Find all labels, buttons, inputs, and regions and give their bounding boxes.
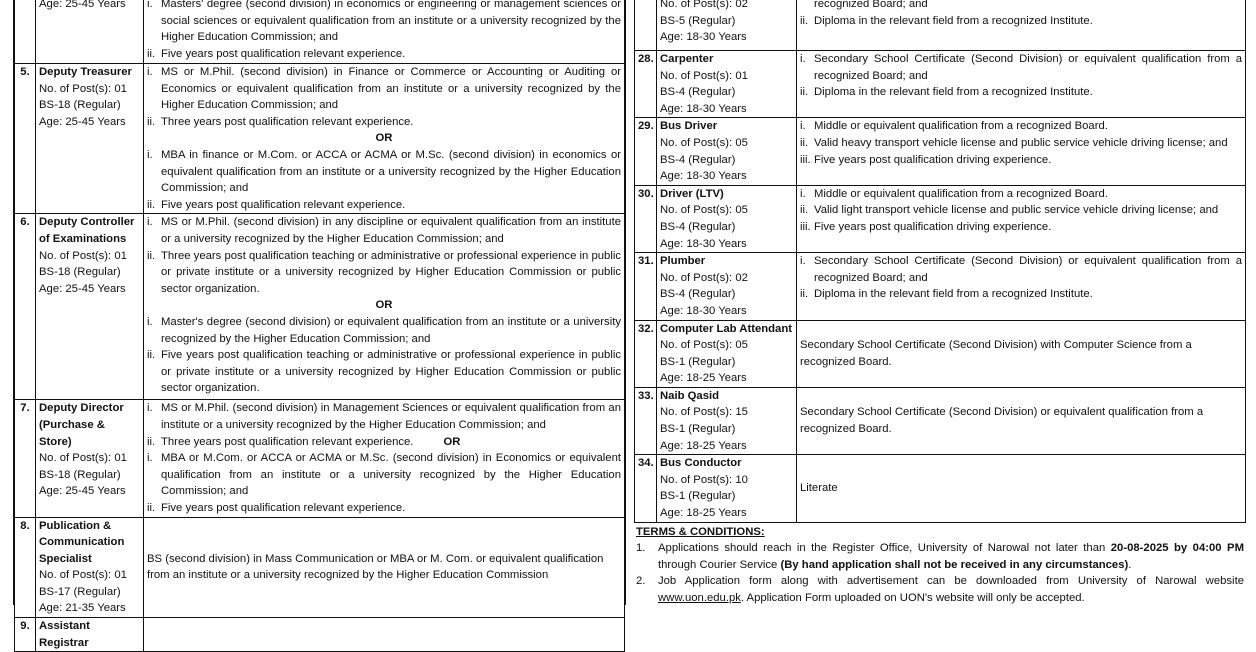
post-info-line: Age: 18-30 Years (660, 304, 747, 317)
post-info-line: No. of Post(s): 05 (660, 136, 748, 149)
post-details (36, 64, 144, 214)
right-post-row (635, 253, 1246, 320)
post-details (36, 0, 144, 64)
requirement-item (800, 84, 1242, 101)
post-info-line: Age: 18-25 Years (660, 372, 747, 385)
post-info-line: No. of Post(s): 02 (660, 271, 748, 284)
right-post-row (635, 0, 1246, 51)
right-posts-table (634, 0, 1246, 523)
left-post-row (15, 517, 625, 618)
requirement-text: Five years post qualification driving experience. (814, 220, 1052, 233)
term-text (658, 573, 1244, 606)
requirement-label: i. (147, 315, 153, 328)
requirement-item (800, 152, 1242, 169)
requirement-text: Three years post qualification relevant experience. (161, 115, 414, 128)
post-title: Publication & Communication Specialist (39, 519, 125, 565)
requirement-label: i. (800, 120, 806, 133)
requirement-item (800, 118, 1242, 135)
post-details (657, 455, 797, 522)
post-info-line: Age: 21-35 Years (39, 602, 126, 615)
post-number: 8. (15, 517, 36, 618)
requirement-item (800, 253, 1242, 286)
post-number: 7. (15, 400, 36, 517)
post-details (657, 51, 797, 118)
requirement-item (147, 197, 621, 214)
post-number: 30. (635, 185, 657, 252)
requirement-text: BS (second division) in Mass Communication or MBA or M. Com. or equivalent qualification from an institute or a university recognized by the Higher Education Commission (147, 552, 604, 582)
post-details (657, 0, 797, 51)
requirement-item (800, 186, 1242, 203)
term-number: 1. (636, 542, 646, 555)
post-number (635, 0, 657, 51)
requirement-item (147, 214, 621, 247)
post-info-line: No. of Post(s): 01 (39, 82, 127, 95)
requirement-item (800, 51, 1242, 84)
left-post-row (15, 400, 625, 517)
requirement-label: i. (147, 148, 153, 161)
requirement-label: i. (147, 0, 153, 10)
right-column (634, 0, 1246, 605)
post-requirements (144, 517, 625, 618)
post-info-line: Age: 18-30 Years (660, 237, 747, 250)
requirement-item (147, 64, 621, 114)
requirement-item (147, 46, 621, 63)
requirement-label: ii. (147, 435, 156, 448)
post-requirements (797, 118, 1246, 185)
post-info-line: Age: 18-30 Years (660, 31, 747, 44)
post-requirements (797, 253, 1246, 320)
right-post-row (635, 185, 1246, 252)
requirement-item (800, 286, 1242, 303)
term-fragment: Applications should reach in the Register Office, University of Narowal not later than (658, 542, 1111, 555)
post-number: 6. (15, 214, 36, 400)
post-info-line: BS-1 (Regular) (660, 355, 736, 368)
requirement-text: Five years post qualification relevant experience. (161, 501, 406, 514)
term-number: 2. (636, 575, 646, 588)
requirement-label: i. (147, 402, 153, 415)
or-separator: OR (375, 299, 393, 312)
post-info-line: No. of Post(s): 01 (660, 69, 748, 82)
term-fragment: Job Application form along with advertisement can be downloaded from University of Narowal website (658, 575, 1244, 588)
post-info-line: BS-18 (Regular) (39, 99, 121, 112)
post-details (36, 517, 144, 618)
requirement-item (147, 450, 621, 500)
post-info-line: BS-18 (Regular) (39, 266, 121, 279)
post-info-line: BS-4 (Regular) (660, 86, 736, 99)
requirement-item (147, 114, 621, 131)
requirement-item (147, 434, 621, 451)
post-title: Computer Lab Attendant (660, 322, 792, 335)
requirement-label: i. (800, 187, 806, 200)
requirement-text: Valid light transport vehicle license and public service vehicle driving license; and (814, 204, 1219, 217)
post-requirements (144, 0, 625, 64)
left-posts-table (14, 0, 625, 652)
requirement-label: i. (147, 66, 153, 78)
post-requirements (797, 0, 1246, 51)
post-number: 9. (15, 618, 36, 652)
requirement-item (800, 0, 1242, 13)
post-info-line: BS-4 (Regular) (660, 288, 736, 301)
post-details (657, 387, 797, 454)
requirement-text: Masters' degree (second division) in economics or engineering or management sciences or social sciences or equivalent qualification from an institute or a university recognized by the Higher Education Commission; and (161, 0, 621, 44)
requirement-label: i. (147, 216, 153, 229)
requirement-item (147, 347, 621, 397)
post-details (36, 618, 144, 652)
post-requirements (144, 618, 625, 652)
post-requirements (797, 387, 1246, 454)
requirement-text: MS or M.Phil. (second division) in any discipline or equivalent qualification from an institute or a university recognized by the Higher Education Commission; and (161, 216, 621, 245)
post-number: 31. (635, 253, 657, 320)
post-info-line: No. of Post(s): 01 (39, 452, 127, 465)
requirement-item (147, 147, 621, 197)
post-info-line: Age: 18-25 Years (660, 507, 747, 520)
right-post-row (635, 387, 1246, 454)
post-info-line: No. of Post(s): 05 (660, 204, 748, 217)
left-post-row (15, 64, 625, 214)
post-details (657, 253, 797, 320)
post-details (657, 118, 797, 185)
requirement-label: iii. (800, 220, 811, 233)
terms-title: TERMS & CONDITIONS: (636, 525, 765, 538)
post-title: Bus Conductor (660, 457, 742, 470)
post-title: Bus Driver (660, 120, 718, 133)
requirement-text: Middle or equivalent qualification from a recognized Board. (814, 120, 1108, 133)
requirement-text: Diploma in the relevant field from a recognized Institute. (814, 86, 1093, 99)
post-number (15, 0, 36, 64)
post-requirements (797, 185, 1246, 252)
post-info-line: Age: 18-30 Years (660, 170, 747, 183)
requirement-text: Literate (800, 482, 838, 495)
post-info-line: Age: 25-45 Years (39, 0, 126, 10)
requirement-text: MS or M.Phil. (second division) in Management Sciences or equivalent qualification from an institute or a university recognized by the Higher Education Commission; and (161, 402, 621, 431)
post-title: Carpenter (660, 53, 714, 65)
requirement-text: Secondary School Certificate (Second Division) or equivalent qualification from a recognized Board; and (814, 53, 1242, 82)
requirement-item (800, 135, 1242, 152)
post-title: Driver (LTV) (660, 187, 724, 200)
term-text (658, 540, 1244, 573)
post-number: 34. (635, 455, 657, 522)
requirement-label: ii. (147, 349, 156, 362)
post-requirements (797, 455, 1246, 522)
requirement-label: ii. (147, 47, 156, 60)
right-post-row (635, 118, 1246, 185)
term-fragment: through Courier Service (658, 558, 781, 571)
requirement-text: MBA or M.Com. or ACCA or ACMA or M.Sc. (second division) in Economics or equivalent qualification from an institute or a university recognized by the Higher Education Commission; and (161, 452, 621, 498)
requirement-text: Five years post qualification driving experience. (814, 153, 1052, 166)
requirement-item (800, 13, 1242, 30)
post-info-line: BS-1 (Regular) (660, 490, 736, 503)
post-info-line: BS-18 (Regular) (39, 468, 121, 481)
right-post-row (635, 51, 1246, 118)
requirement-label: ii. (800, 136, 809, 149)
post-details (36, 400, 144, 517)
post-requirements (797, 320, 1246, 387)
post-number: 29. (635, 118, 657, 185)
requirement-label: ii. (800, 204, 809, 217)
requirement-text: Secondary School Certificate (Second Division) or equivalent qualification from a recognized Board; and (814, 255, 1242, 284)
post-number: 28. (635, 51, 657, 118)
requirement-item (147, 400, 621, 433)
requirement-label: ii. (147, 198, 156, 211)
post-number: 33. (635, 387, 657, 454)
term-item (636, 573, 1244, 606)
requirement-text: Five years post qualification relevant experience. (161, 198, 406, 211)
left-post-row (15, 0, 625, 64)
post-info-line: No. of Post(s): 01 (39, 569, 127, 582)
requirement-item (147, 248, 621, 298)
requirement-label: ii. (800, 14, 809, 27)
post-title: Deputy Controller of Examinations (39, 216, 135, 245)
requirement-label: i. (147, 452, 153, 465)
post-info-line: Age: 25-45 Years (39, 485, 126, 498)
requirement-text: Three years post qualification teaching or administrative or professional experience in public or private institute or a university recognized by Higher Education Commission or public sector organization. (161, 249, 621, 295)
requirement-text: Five years post qualification relevant experience. (161, 47, 406, 60)
post-title: Deputy Treasurer (39, 66, 132, 78)
requirement-text: Middle or equivalent qualification from a recognized Board. (814, 187, 1108, 200)
requirement-label: ii. (147, 501, 156, 514)
left-post-row (15, 214, 625, 400)
left-column (13, 0, 626, 649)
post-title: Naib Qasid (660, 389, 720, 402)
post-info-line: BS-5 (Regular) (660, 14, 736, 27)
requirement-text: recognized Board; and (814, 0, 928, 10)
post-number: 32. (635, 320, 657, 387)
post-info-line: No. of Post(s): 15 (660, 406, 748, 419)
terms-and-conditions (634, 523, 1246, 607)
post-title: Deputy Director (Purchase & Store) (39, 402, 124, 448)
post-title: Plumber (660, 255, 706, 268)
website-link[interactable]: www.uon.edu.pk (658, 592, 741, 604)
requirement-label: iii. (800, 153, 811, 166)
post-requirements (144, 214, 625, 400)
post-requirements (797, 51, 1246, 118)
post-info-line: Age: 25-45 Years (39, 115, 126, 128)
requirement-text: MBA in finance or M.Com. or ACCA or ACMA or M.Sc. (second division) in economics or equivalent qualification from an institute or a university recognized by the Higher Education Commission; and (161, 148, 621, 195)
right-post-row (635, 320, 1246, 387)
requirement-text: Secondary School Certificate (Second Division) with Computer Science from a recognized Board. (800, 339, 1192, 368)
or-separator: OR (443, 435, 461, 448)
requirement-item (147, 0, 621, 46)
requirement-label: i. (800, 255, 806, 268)
requirement-label: ii. (800, 288, 809, 301)
requirement-text: Three years post qualification relevant experience. OR (161, 435, 461, 448)
requirement-text: MS or M.Phil. (second division) in Finance or Commerce or Accounting or Auditing or Economics or equivalent qualification from an institute or a university recognized by the Higher Education Commission; and (161, 66, 621, 112)
post-requirements (144, 400, 625, 517)
post-details (657, 320, 797, 387)
term-fragment: . (1128, 558, 1132, 571)
requirement-text: Master's degree (second division) or equivalent qualification from an institute or a university recognized by the Higher Education Commission; and (161, 315, 621, 345)
requirement-item (800, 219, 1242, 236)
left-post-row (15, 618, 625, 652)
post-info-line: BS-4 (Regular) (660, 153, 736, 166)
term-item (636, 540, 1244, 573)
post-info-line: BS-4 (Regular) (660, 220, 736, 233)
requirement-item (147, 314, 621, 347)
post-info-line: Age: 25-45 Years (39, 282, 126, 295)
requirement-text: Five years post qualification teaching or administrative or professional experience in public or private institute or a university recognized by Higher Education Commission or public sector organization. (161, 349, 621, 395)
post-details (36, 214, 144, 400)
requirement-label: ii. (147, 249, 156, 262)
requirement-label: ii. (800, 86, 809, 99)
requirement-item (147, 500, 621, 517)
term-fragment: (By hand application shall not be received in any circumstances) (780, 558, 1129, 571)
post-info-line: No. of Post(s): 02 (660, 0, 748, 10)
right-post-row (635, 455, 1246, 522)
requirement-text: Diploma in the relevant field from a recognized Institute. (814, 288, 1093, 301)
requirement-label: ii. (147, 115, 156, 128)
post-info-line: No. of Post(s): 10 (660, 473, 748, 486)
post-info-line: BS-1 (Regular) (660, 423, 736, 436)
post-info-line: Age: 18-30 Years (660, 102, 747, 115)
post-info-line: No. of Post(s): 05 (660, 339, 748, 352)
post-number: 5. (15, 64, 36, 214)
requirement-label: i. (800, 53, 806, 65)
term-fragment: . Application Form uploaded on UON's website will only be accepted. (740, 592, 1085, 604)
requirement-text: Diploma in the relevant field from a recognized Institute. (814, 14, 1093, 27)
requirement-text: Secondary School Certificate (Second Division) or equivalent qualification from a recognized Board. (800, 406, 1204, 436)
post-info-line: No. of Post(s): 01 (39, 249, 127, 262)
term-fragment: 20-08-2025 by 04:00 PM (1110, 542, 1244, 555)
or-separator: OR (375, 132, 393, 145)
post-info-line: BS-17 (Regular) (39, 585, 121, 598)
post-title: Assistant Registrar (39, 620, 90, 649)
post-details (657, 185, 797, 252)
post-info-line: Age: 18-25 Years (660, 439, 747, 452)
requirement-item (800, 202, 1242, 219)
requirement-label (800, 0, 814, 13)
post-requirements (144, 64, 625, 214)
requirement-text: Valid heavy transport vehicle license and public service vehicle driving license; and (814, 136, 1228, 149)
